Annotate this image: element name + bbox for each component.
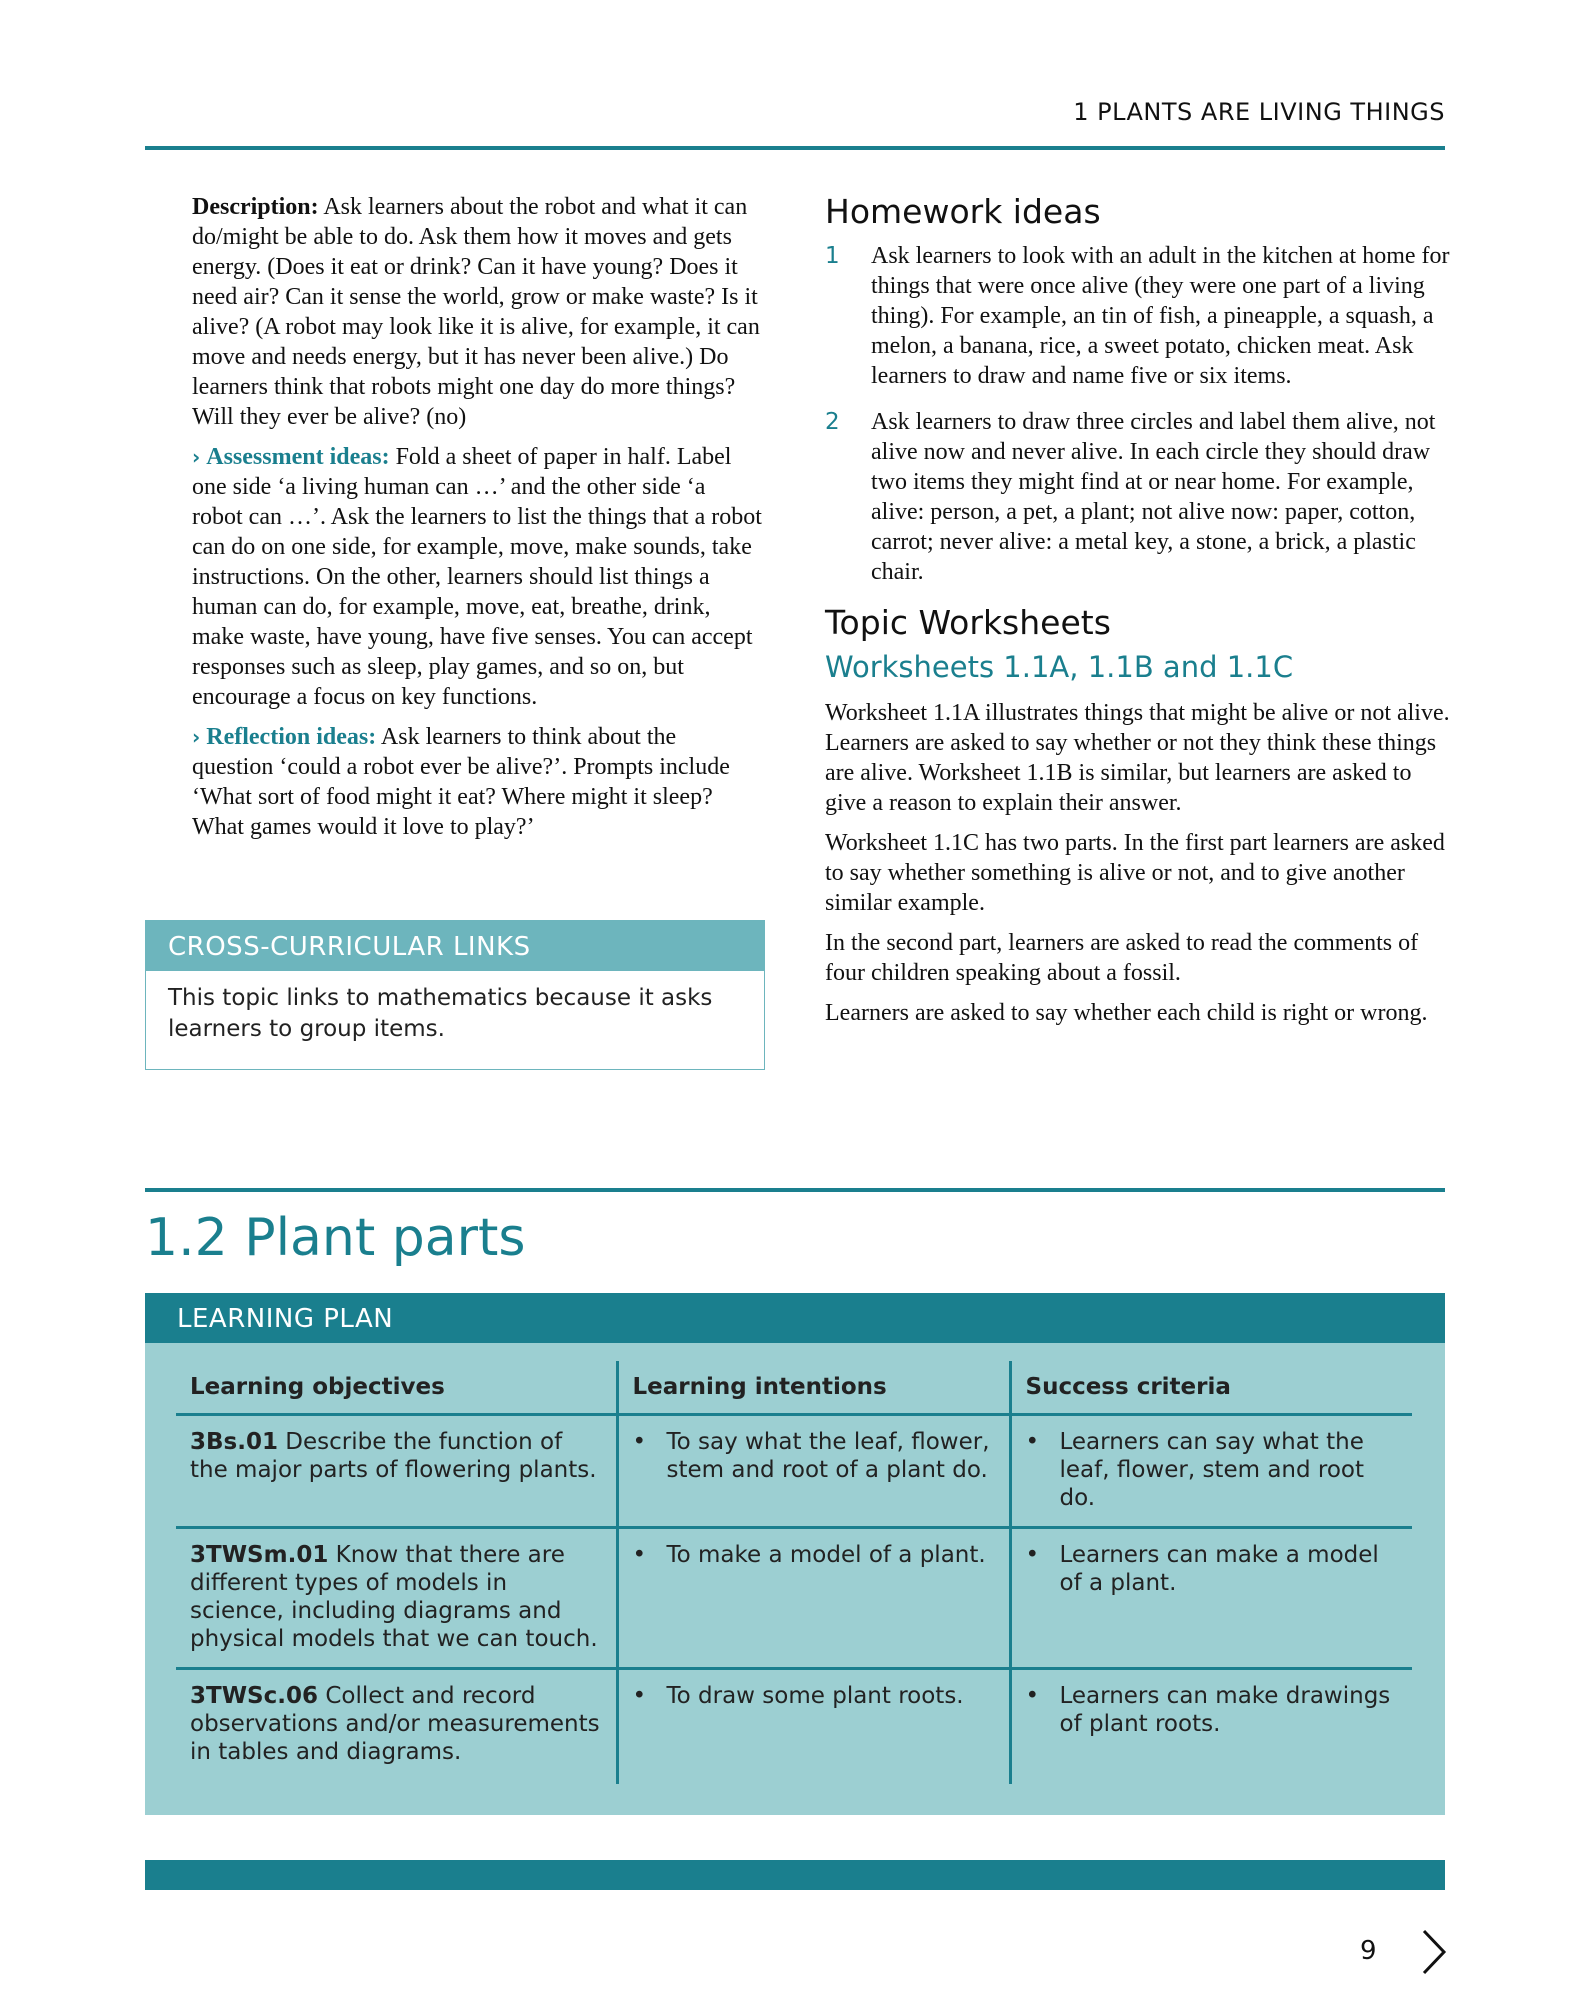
objective-code: 3TWSc.06	[190, 1683, 319, 1709]
homework-item	[825, 407, 1450, 587]
objective-cell	[176, 1669, 617, 1785]
objective-cell	[176, 1415, 617, 1528]
description-paragraph	[192, 192, 762, 432]
assessment-lead: Assessment ideas:	[206, 444, 390, 470]
homework-item	[825, 241, 1450, 391]
right-column	[825, 192, 1450, 1038]
homework-text: Ask learners to look with an adult in the kitchen at home for things that were once alive (they were one part of a living thing). For example, an tin of fish, a pineapple, a squash, a melon, a banana, rice, a sweet potato, chicken meat. Ask learners to draw and name five or six items.	[871, 243, 1450, 389]
bullet-icon: •	[632, 1542, 647, 1568]
reflection-paragraph	[192, 722, 762, 842]
criteria-text: Learners can make drawings of plant roots.	[1059, 1683, 1391, 1737]
assessment-text: Fold a sheet of paper in half. Label one side ‘a living human can …’ and the other side ‘a robot can …’. Ask the learners to list the things that a robot can do on one side, for example, move, make sounds, take instructions. On the other, learners should list things a human can do, for example, move, eat, breathe, drink, make waste, have young, have five senses. You can accept responses such as sleep, play games, and so on, but encourage a focus on key functions.	[192, 444, 762, 710]
worksheet-paragraph: Worksheet 1.1C has two parts. In the first part learners are asked to say whether something is alive or not, and to give another similar example.	[825, 830, 1445, 916]
section-rule	[145, 1188, 1445, 1192]
table-row	[176, 1669, 1412, 1785]
criteria-cell	[1010, 1669, 1412, 1785]
criteria-cell	[1010, 1528, 1412, 1669]
homework-text: Ask learners to draw three circles and label them alive, not alive now and never alive. In each circle they should draw two items they might find at or near home. For example, alive: person, a pet, a plant; not alive now: paper, cotton, carrot; never alive: a metal key, a stone, a brick, a plastic chair.	[871, 409, 1436, 585]
bullet-icon: •	[632, 1429, 647, 1455]
section-title: 1.2 Plant parts	[145, 1208, 526, 1268]
topic-worksheets-heading: Topic Worksheets	[825, 603, 1111, 642]
footer-bar	[145, 1860, 1445, 1890]
bullet-icon: •	[1025, 1429, 1040, 1455]
homework-number: 1	[825, 243, 840, 269]
column-header: Learning intentions	[617, 1361, 1010, 1415]
chevron-right-icon: ›	[192, 725, 201, 749]
bullet-icon: •	[1025, 1542, 1040, 1568]
objective-code: 3TWSm.01	[190, 1542, 329, 1568]
intention-text: To make a model of a plant.	[666, 1542, 986, 1568]
chevron-right-icon: ›	[192, 445, 201, 469]
objective-text: Know that there are different types of models in science, including diagrams and physical models that we can touch.	[190, 1542, 598, 1652]
reflection-lead: Reflection ideas:	[206, 724, 377, 750]
column-header: Learning objectives	[176, 1361, 617, 1415]
bullet-icon: •	[1025, 1683, 1040, 1709]
table-row	[176, 1528, 1412, 1669]
table-header-row	[176, 1361, 1412, 1415]
intention-cell	[617, 1528, 1010, 1669]
assessment-paragraph	[192, 442, 762, 712]
worksheet-paragraph: Worksheet 1.1A illustrates things that might be alive or not alive. Learners are asked to say whether or not they think these things are alive. Worksheet 1.1B is similar, but learners are asked to give a reason to explain their answer.	[825, 700, 1450, 816]
criteria-text: Learners can make a model of a plant.	[1059, 1542, 1379, 1596]
worksheet-paragraph: Learners are asked to say whether each child is right or wrong.	[825, 1000, 1428, 1026]
description-lead: Description:	[192, 194, 319, 220]
learning-plan-box	[145, 1293, 1445, 1815]
intention-cell	[617, 1415, 1010, 1528]
intention-cell	[617, 1669, 1010, 1785]
cross-curricular-box	[145, 920, 765, 1070]
worksheets-subheading: Worksheets 1.1A, 1.1B and 1.1C	[825, 650, 1294, 684]
cross-curricular-body: This topic links to mathematics because it asks learners to group items.	[168, 985, 713, 1042]
intention-text: To draw some plant roots.	[666, 1683, 964, 1709]
objective-text: Describe the function of the major parts of flowering plants.	[190, 1429, 597, 1483]
worksheet-paragraph: In the second part, learners are asked to read the comments of four children speaking about a fossil.	[825, 930, 1419, 986]
header-rule	[145, 146, 1445, 150]
intention-text: To say what the leaf, flower, stem and root of a plant do.	[666, 1429, 990, 1483]
left-column	[192, 192, 762, 852]
reflection-text: Ask learners to think about the question ‘could a robot ever be alive?’. Prompts include ‘What sort of food might it eat? Where might it sleep? What games would it love to play?’	[192, 724, 730, 840]
column-header: Success criteria	[1010, 1361, 1412, 1415]
objective-cell	[176, 1528, 617, 1669]
objective-code: 3Bs.01	[190, 1429, 278, 1455]
bullet-icon: •	[632, 1683, 647, 1709]
chevron-right-icon[interactable]	[1418, 1928, 1448, 1976]
page-number: 9	[1360, 1936, 1377, 1966]
learning-plan-title: LEARNING PLAN	[145, 1293, 1445, 1343]
objective-text: Collect and record observations and/or measurements in tables and diagrams.	[190, 1683, 600, 1765]
description-text: Ask learners about the robot and what it can do/might be able to do. Ask them how it moves and gets energy. (Does it eat or drink? Can it have young? Does it need air? Can it sense the world, grow or make waste? Is it alive? (A robot may look like it is alive, for example, it can move and needs energy, but it has never been alive.) Do learners think that robots might one day do more things? Will they ever be alive? (no)	[192, 194, 760, 430]
running-header: 1 PLANTS ARE LIVING THINGS	[1073, 98, 1445, 126]
criteria-cell	[1010, 1415, 1412, 1528]
learning-plan-table	[176, 1361, 1412, 1784]
homework-heading: Homework ideas	[825, 192, 1101, 231]
criteria-text: Learners can say what the leaf, flower, stem and root do.	[1059, 1429, 1365, 1511]
table-row	[176, 1415, 1412, 1528]
homework-number: 2	[825, 409, 840, 435]
cross-curricular-title: CROSS-CURRICULAR LINKS	[146, 921, 764, 971]
